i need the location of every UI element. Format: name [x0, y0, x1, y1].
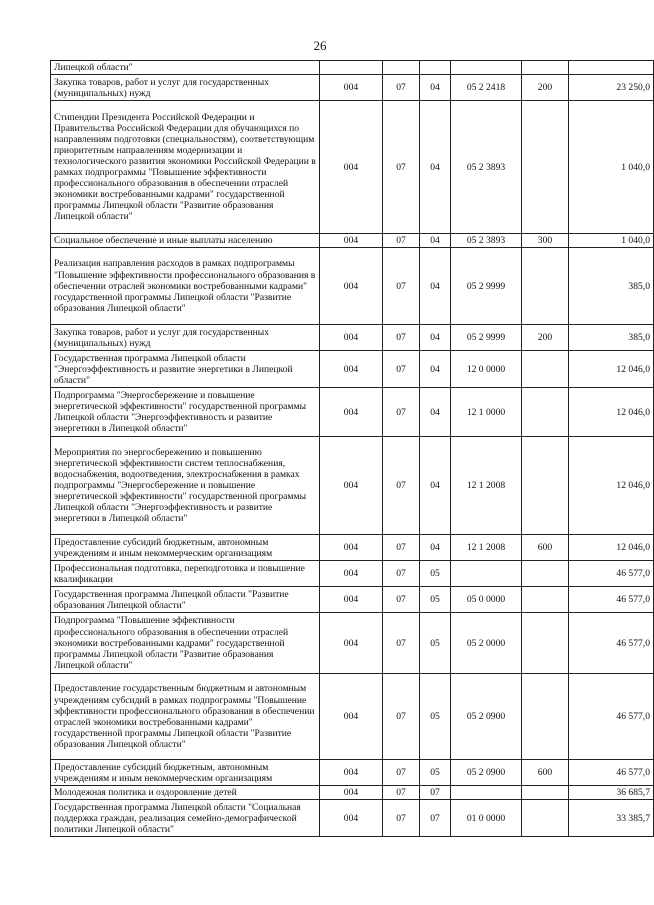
budget-table-body — [51, 61, 654, 837]
row-expense-type — [522, 800, 569, 837]
row-expense-type — [522, 561, 569, 587]
row-sum: 46 577,0 — [569, 674, 654, 760]
table-row — [51, 351, 654, 388]
row-name: Предоставление субсидий бюджетным, автономным учреждениям и иным некоммерческим организациям — [51, 760, 320, 786]
table-row — [51, 248, 654, 325]
page-number: 26 — [313, 38, 327, 53]
row-sum: 36 685,7 — [569, 786, 654, 800]
row-sum: 33 385,7 — [569, 800, 654, 837]
row-expense-type — [522, 786, 569, 800]
row-expense-type: 200 — [522, 75, 569, 101]
row-subsection-code: 07 — [420, 800, 451, 837]
row-subsection-code: 04 — [420, 437, 451, 535]
table-row — [51, 535, 654, 561]
row-sum: 23 250,0 — [569, 75, 654, 101]
table-row — [51, 760, 654, 786]
row-name: Государственная программа Липецкой области "Социальная поддержка граждан, реализация семейно-демографической политики Липецкой области" — [51, 800, 320, 837]
row-ministry-code: 004 — [320, 800, 383, 837]
row-name: Государственная программа Липецкой области "Энергоэффективность и развитие энергетики в Липецкой области" — [51, 351, 320, 388]
row-name: Подпрограмма "Повышение эффективности профессионального образования в обеспечении отраслей экономики востребованными кадрами" государственной программы Липецкой области "Развитие образования Липецкой области" — [51, 613, 320, 674]
table-row — [51, 61, 654, 75]
row-sum: 12 046,0 — [569, 388, 654, 437]
row-target-article: 05 2 9999 — [451, 325, 522, 351]
row-target-article: 05 2 0900 — [451, 760, 522, 786]
row-expense-type: 600 — [522, 760, 569, 786]
row-target-article: 05 2 0000 — [451, 613, 522, 674]
table-row — [51, 437, 654, 535]
row-subsection-code: 04 — [420, 75, 451, 101]
row-section-code: 07 — [383, 75, 420, 101]
row-name: Предоставление субсидий бюджетным, автономным учреждениям и иным некоммерческим организациям — [51, 535, 320, 561]
row-target-article — [451, 61, 522, 75]
row-name: Мероприятия по энергосбережению и повышению энергетической эффективности систем теплоснабжения, водоснабжения, водоотведения, электроснабжения в рамках подпрограммы "Энергосбережение и повышение энергетической эффективности" государственной программы Липецкой области "Энергоэффективность и развитие энергетики в Липецкой области" — [51, 437, 320, 535]
row-expense-type — [522, 351, 569, 388]
row-expense-type — [522, 674, 569, 760]
row-sum: 46 577,0 — [569, 613, 654, 674]
row-expense-type: 300 — [522, 234, 569, 248]
row-target-article: 05 2 0900 — [451, 674, 522, 760]
row-section-code: 07 — [383, 587, 420, 613]
row-target-article: 05 2 2418 — [451, 75, 522, 101]
row-subsection-code: 04 — [420, 535, 451, 561]
row-section-code: 07 — [383, 760, 420, 786]
row-subsection-code: 05 — [420, 613, 451, 674]
row-name: Государственная программа Липецкой области "Развитие образования Липецкой области" — [51, 587, 320, 613]
row-name: Социальное обеспечение и иные выплаты населению — [51, 234, 320, 248]
table-row — [51, 613, 654, 674]
row-ministry-code: 004 — [320, 674, 383, 760]
row-sum — [569, 61, 654, 75]
row-section-code: 07 — [383, 234, 420, 248]
table-row — [51, 388, 654, 437]
row-target-article: 05 2 3893 — [451, 234, 522, 248]
row-ministry-code: 004 — [320, 351, 383, 388]
row-expense-type — [522, 101, 569, 234]
row-sum: 12 046,0 — [569, 437, 654, 535]
table-row — [51, 587, 654, 613]
row-sum: 46 577,0 — [569, 561, 654, 587]
row-section-code: 07 — [383, 535, 420, 561]
row-name: Профессиональная подготовка, переподготовка и повышение квалификации — [51, 561, 320, 587]
row-name: Закупка товаров, работ и услуг для государственных (муниципальных) нужд — [51, 75, 320, 101]
row-target-article: 05 2 9999 — [451, 248, 522, 325]
row-name: Молодежная политика и оздоровление детей — [51, 786, 320, 800]
row-subsection-code: 04 — [420, 248, 451, 325]
row-section-code: 07 — [383, 613, 420, 674]
row-section-code: 07 — [383, 561, 420, 587]
row-sum: 12 046,0 — [569, 351, 654, 388]
row-section-code: 07 — [383, 674, 420, 760]
row-name: Закупка товаров, работ и услуг для государственных (муниципальных) нужд — [51, 325, 320, 351]
row-ministry-code: 004 — [320, 75, 383, 101]
row-ministry-code: 004 — [320, 388, 383, 437]
row-sum: 385,0 — [569, 248, 654, 325]
table-row — [51, 75, 654, 101]
row-subsection-code: 07 — [420, 786, 451, 800]
row-section-code: 07 — [383, 351, 420, 388]
row-section-code: 07 — [383, 800, 420, 837]
row-name: Липецкой области" — [51, 61, 320, 75]
table-row — [51, 674, 654, 760]
row-target-article: 05 2 3893 — [451, 101, 522, 234]
row-ministry-code: 004 — [320, 786, 383, 800]
row-target-article: 12 1 2008 — [451, 535, 522, 561]
row-expense-type — [522, 61, 569, 75]
row-subsection-code: 04 — [420, 351, 451, 388]
row-ministry-code: 004 — [320, 587, 383, 613]
row-expense-type — [522, 613, 569, 674]
row-target-article — [451, 561, 522, 587]
row-target-article: 12 0 0000 — [451, 351, 522, 388]
row-sum: 1 040,0 — [569, 234, 654, 248]
row-section-code: 07 — [383, 388, 420, 437]
row-name: Подпрограмма "Энергосбережение и повышение энергетической эффективности" государственной программы Липецкой области "Энергоэффективность и развитие энергетики в Липецкой области" — [51, 388, 320, 437]
row-target-article: 05 0 0000 — [451, 587, 522, 613]
row-ministry-code: 004 — [320, 561, 383, 587]
table-row — [51, 101, 654, 234]
row-subsection-code: 05 — [420, 760, 451, 786]
row-name: Предоставление государственным бюджетным и автономным учреждениям субсидий в рамках подпрограммы "Повышение эффективности профессионального образования в обеспечении отраслей экономики востребованными кадрами" государственной программы Липецкой области "Развитие образования Липецкой области" — [51, 674, 320, 760]
row-ministry-code: 004 — [320, 101, 383, 234]
row-ministry-code: 004 — [320, 234, 383, 248]
row-target-article — [451, 786, 522, 800]
row-ministry-code: 004 — [320, 248, 383, 325]
row-name: Реализация направления расходов в рамках подпрограммы "Повышение эффективности профессионального образования в обеспечении отраслей экономики востребованными кадрами" государственной программы Липецкой области "Развитие образования Липецкой области" — [51, 248, 320, 325]
table-row — [51, 561, 654, 587]
row-section-code: 07 — [383, 325, 420, 351]
row-section-code: 07 — [383, 248, 420, 325]
row-ministry-code: 004 — [320, 437, 383, 535]
row-target-article: 01 0 0000 — [451, 800, 522, 837]
table-row — [51, 786, 654, 800]
row-ministry-code: 004 — [320, 535, 383, 561]
row-subsection-code — [420, 61, 451, 75]
row-ministry-code — [320, 61, 383, 75]
table-row — [51, 234, 654, 248]
row-sum: 12 046,0 — [569, 535, 654, 561]
row-expense-type — [522, 437, 569, 535]
row-expense-type: 200 — [522, 325, 569, 351]
row-section-code: 07 — [383, 786, 420, 800]
row-subsection-code: 05 — [420, 587, 451, 613]
row-section-code: 07 — [383, 101, 420, 234]
row-subsection-code: 05 — [420, 561, 451, 587]
row-expense-type: 600 — [522, 535, 569, 561]
row-sum: 1 040,0 — [569, 101, 654, 234]
row-expense-type — [522, 587, 569, 613]
row-sum: 385,0 — [569, 325, 654, 351]
row-ministry-code: 004 — [320, 760, 383, 786]
row-subsection-code: 04 — [420, 234, 451, 248]
row-ministry-code: 004 — [320, 325, 383, 351]
row-subsection-code: 04 — [420, 388, 451, 437]
row-section-code — [383, 61, 420, 75]
row-target-article: 12 1 0000 — [451, 388, 522, 437]
row-name: Стипендии Президента Российской Федерации и Правительства Российской Федерации для обучающихся по направлениям подготовки (специальностям), соответствующим приоритетным направлениям модернизации и технологического развития экономики Российской Федерации в рамках подпрограммы "Повышение эффективности профессионального образования в обеспечении отраслей экономики востребованными кадрами" государственной программы Липецкой области "Развитие образования Липецкой области" — [51, 101, 320, 234]
row-subsection-code: 04 — [420, 101, 451, 234]
row-sum: 46 577,0 — [569, 587, 654, 613]
row-sum: 46 577,0 — [569, 760, 654, 786]
row-expense-type — [522, 248, 569, 325]
row-ministry-code: 004 — [320, 613, 383, 674]
row-subsection-code: 05 — [420, 674, 451, 760]
row-subsection-code: 04 — [420, 325, 451, 351]
table-row — [51, 800, 654, 837]
table-row — [51, 325, 654, 351]
budget-table — [50, 60, 654, 837]
row-section-code: 07 — [383, 437, 420, 535]
row-target-article: 12 1 2008 — [451, 437, 522, 535]
row-expense-type — [522, 388, 569, 437]
